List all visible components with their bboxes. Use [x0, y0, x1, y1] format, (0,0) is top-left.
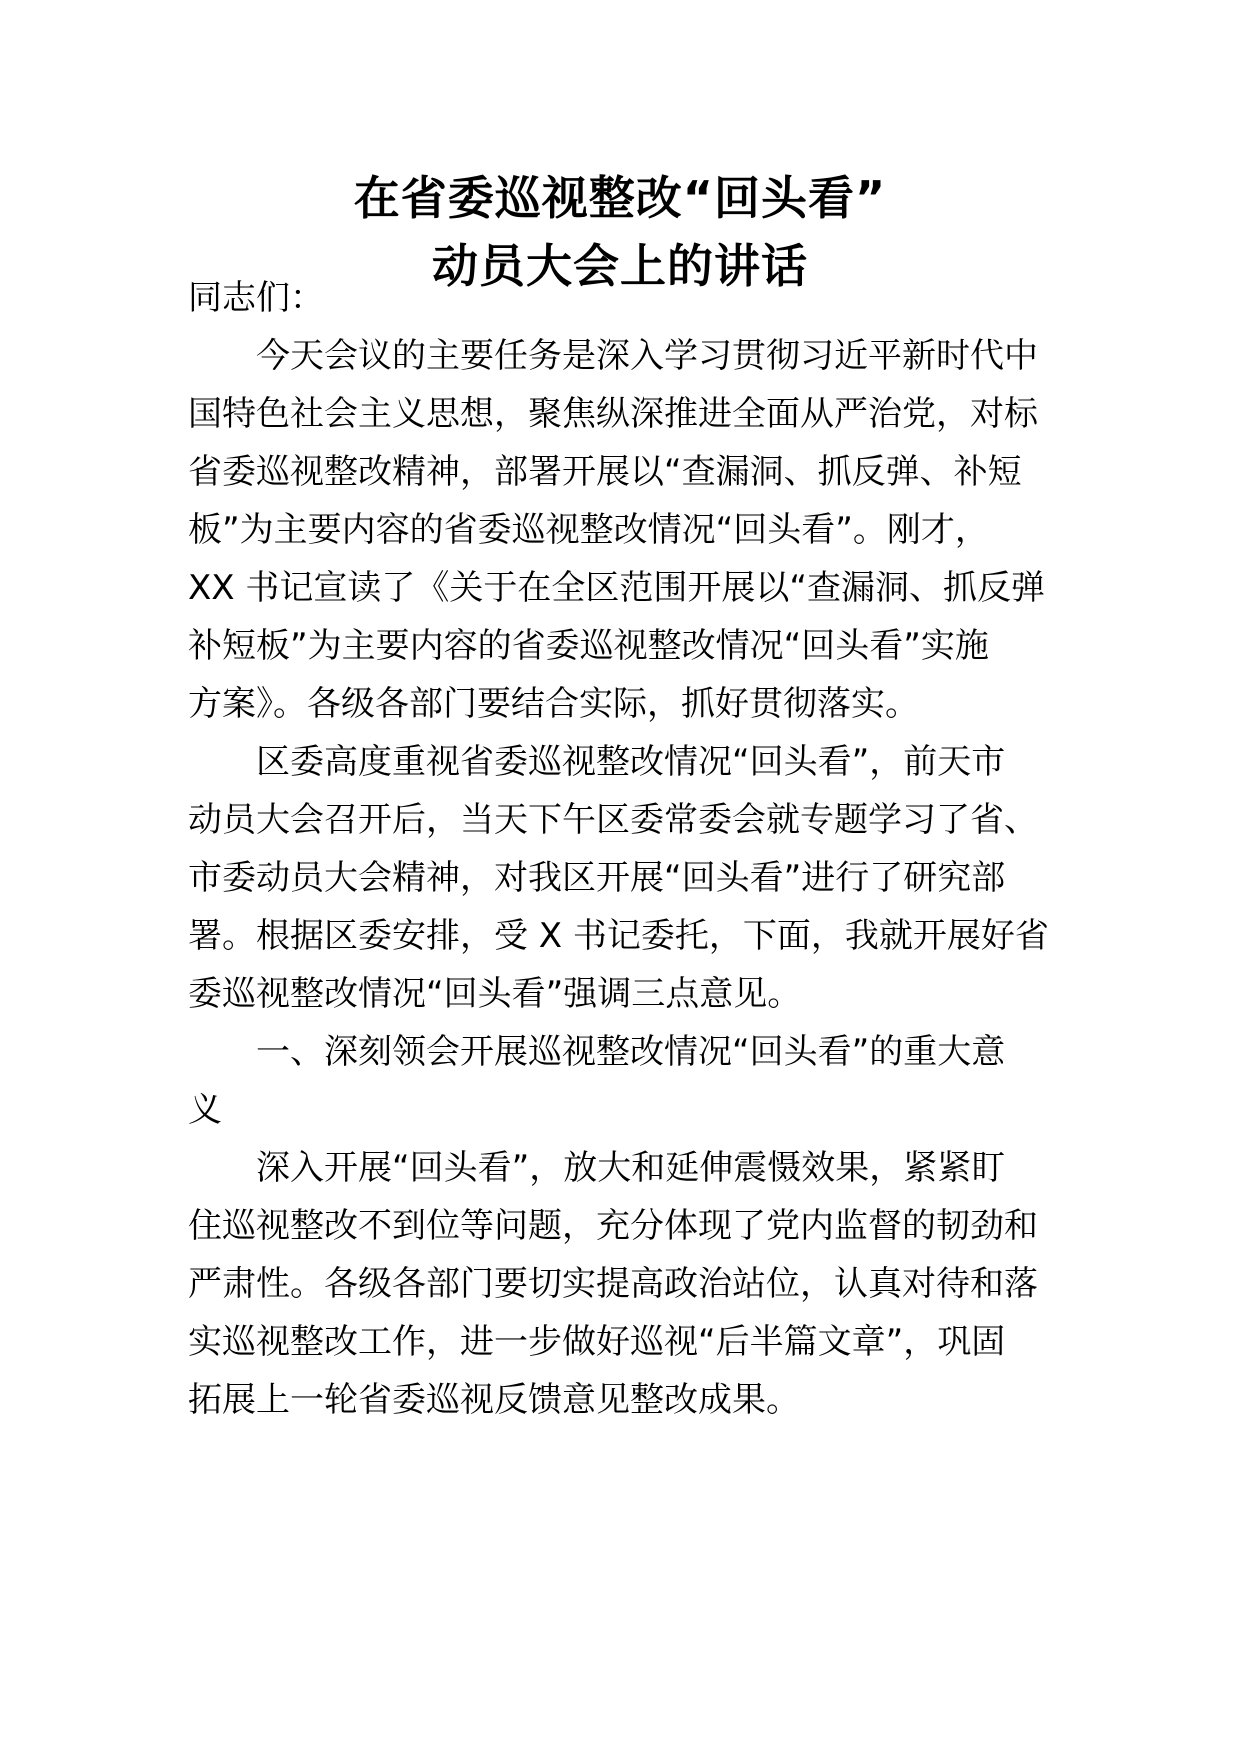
section-heading-line: 义: [188, 1090, 222, 1130]
paragraph-line: 动员大会召开后，当天下午区委常委会就专题学习了省、: [188, 800, 1038, 840]
paragraph-line: 严肃性。各级各部门要切实提高政治站位，认真对待和落: [188, 1264, 1038, 1304]
document-title-line-1: 在省委巡视整改“回头看”: [353, 171, 887, 225]
paragraph-line: 方案》。各级各部门要结合实际，抓好贯彻落实。: [188, 684, 919, 724]
paragraph-line: 今天会议的主要任务是深入学习贯彻习近平新时代中: [256, 336, 1038, 376]
paragraph-line: 补短板”为主要内容的省委巡视整改情况“回头看”实施: [188, 626, 989, 666]
paragraph-line: 拓展上一轮省委巡视反馈意见整改成果。: [188, 1380, 800, 1420]
paragraph-line: 省委巡视整改精神，部署开展以“查漏洞、抓反弹、补短: [188, 452, 1022, 492]
paragraph-line: 深入开展“回头看”，放大和延伸震慑效果，紧紧盯: [256, 1148, 1006, 1188]
paragraph-line: 住巡视整改不到位等问题，充分体现了党内监督的韧劲和: [188, 1206, 1038, 1246]
paragraph-line: 国特色社会主义思想，聚焦纵深推进全面从严治党，对标: [188, 394, 1038, 434]
paragraph-line: XX 书记宣读了《关于在全区范围开展以“查漏洞、抓反弹: [188, 568, 1046, 608]
section-heading-line: 一、深刻领会开展巡视整改情况“回头看”的重大意: [256, 1032, 1006, 1072]
paragraph-line: 委巡视整改情况“回头看”强调三点意见。: [188, 974, 802, 1014]
paragraph-line: 板”为主要内容的省委巡视整改情况“回头看”。刚才，: [188, 510, 989, 550]
document-title-line-2: 动员大会上的讲话: [432, 239, 808, 293]
paragraph-line: 市委动员大会精神，对我区开展“回头看”进行了研究部: [188, 858, 1006, 898]
paragraph-line: 署。根据区委安排，受 X 书记委托，下面，我就开展好省: [188, 916, 1049, 956]
paragraph-line: 实巡视整改工作，进一步做好巡视“后半篇文章”，巩固: [188, 1322, 1006, 1362]
salutation: 同志们：: [188, 278, 324, 318]
paragraph-line: 区委高度重视省委巡视整改情况“回头看”，前天市: [256, 742, 1006, 782]
